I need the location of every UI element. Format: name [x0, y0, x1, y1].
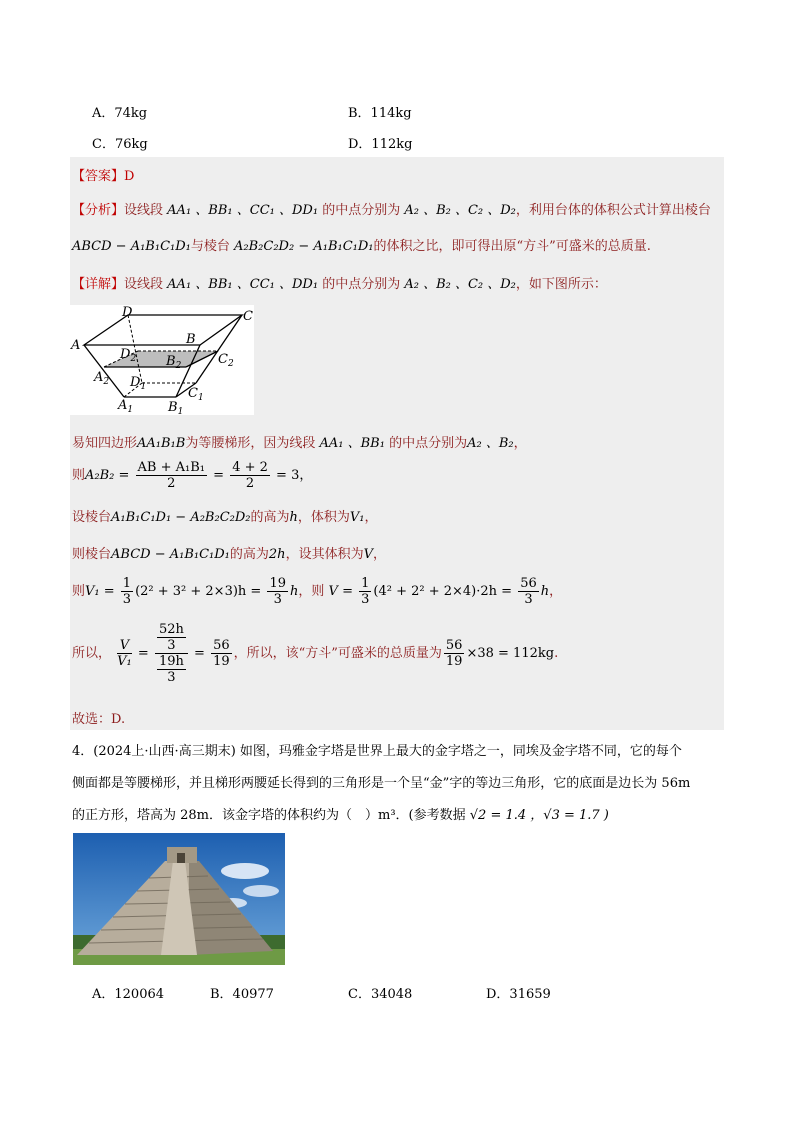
option-a: A．74kg — [92, 106, 148, 121]
analysis-frustum-2: A₂B₂C₂D₂ − A₁B₁C₁D₁ — [234, 239, 374, 254]
step-text: 则 — [72, 468, 86, 483]
detail-conclusion: 故选：D. — [72, 712, 126, 727]
label-sub: 1 — [177, 407, 184, 415]
step-math: = — [137, 646, 149, 661]
detail-line-1 — [72, 273, 607, 292]
q4-line-2: 侧面都是等腰梯形，并且梯形两腰延长得到的三角形是一个呈“金”字的等边三角形，它的底面是边长为 56m — [72, 776, 691, 791]
label-d2: D — [120, 347, 131, 362]
step-text: 则棱台 — [72, 547, 112, 562]
label-sub: 2 — [227, 359, 234, 369]
step-math: ABCD − A₁B₁C₁D₁ — [111, 547, 230, 562]
step-math: A₂ 、B₂ — [467, 436, 514, 451]
detail-segments: AA₁ 、BB₁ 、CC₁ 、DD₁ — [167, 277, 319, 292]
label-sub: 1 — [140, 382, 147, 392]
option-c: C．76kg — [92, 137, 148, 152]
fraction: $\frac{56}{19}$ — [213, 638, 230, 669]
pyramid-photo — [73, 833, 285, 965]
q4-option-d: D．31659 — [486, 987, 551, 1002]
detail-step-3 — [72, 506, 378, 525]
analysis-text: ，利用台体的体积公式计算出棱台 — [515, 203, 711, 218]
detail-tag: 【详解】 — [72, 277, 125, 292]
step-text: 为等腰梯形，因为线段 — [185, 436, 316, 451]
answer-line — [72, 165, 134, 184]
compound-fraction: $\frac{\frac{52h}{3}}{\frac{19h}{3}}$ — [155, 622, 188, 685]
analysis-line-2 — [72, 235, 651, 254]
fraction: $\frac{\text{AB + A₁B₁}}{2}$ — [137, 460, 206, 491]
step-math: = 3， — [276, 468, 313, 483]
label-a1: A — [118, 398, 128, 413]
option-d: D．112kg — [348, 137, 413, 152]
label-sub: 2 — [103, 377, 110, 387]
fraction: $\frac{V}{\text{V₁}}$ — [117, 638, 132, 669]
q4-text: 的正方形，塔高为 28m．该金字塔的体积约为（ ）m³．(参考数据 — [72, 808, 466, 823]
detail-text: 的中点分别为 — [322, 277, 401, 292]
label-a: A — [71, 338, 81, 353]
fraction: $\frac{1}{3}$ — [361, 576, 370, 607]
step-text: ，设其体积为 — [285, 547, 364, 562]
step-text: 设棱台 — [72, 510, 112, 525]
step-text: ，则 — [298, 584, 325, 599]
step-math: A₁B₁C₁D₁ − A₂B₂C₂D₂ — [111, 510, 251, 525]
q4-line-1: 4．(2024上·山西·高三期末) 如图，玛雅金字塔是世界上最大的金字塔之一，同埃及金字塔不同，它的每个 — [72, 744, 682, 759]
step-math: ×38 = 112kg — [466, 646, 555, 661]
step-math: = — [213, 468, 225, 483]
label-a2: A — [94, 370, 104, 385]
analysis-text: 的中点分别为 — [322, 203, 401, 218]
option-b: B．114kg — [348, 106, 412, 121]
label-b: B — [186, 332, 196, 347]
fraction: $\frac{4 + 2}{2}$ — [232, 460, 268, 491]
step-math: 2h — [268, 547, 286, 562]
detail-text: ，如下图所示： — [515, 277, 607, 292]
step-math: V = — [328, 584, 353, 599]
step-math: V₁ — [349, 510, 365, 525]
label-b2: B — [166, 354, 176, 369]
step-math: h — [540, 584, 550, 599]
answer-tag: 【答案】 — [72, 169, 125, 184]
step-text: ，体积为 — [297, 510, 350, 525]
label-sub: 2 — [130, 354, 137, 364]
step-math: = — [194, 646, 205, 661]
analysis-text: 与棱台 — [190, 239, 230, 254]
step-math: A₂B₂ = — [85, 468, 130, 483]
step-text: 则 — [72, 584, 86, 599]
step-text: ， — [549, 584, 563, 599]
step-math: h — [289, 510, 298, 525]
step-math: (2² + 3² + 2×3)h = — [135, 584, 262, 599]
analysis-text: 设线段 — [124, 203, 164, 218]
fraction: $\frac{19}{3}$ — [269, 576, 287, 607]
q4-option-c: C．34048 — [348, 987, 413, 1002]
q4-option-b: B．40977 — [210, 987, 274, 1002]
detail-step-4 — [72, 543, 386, 562]
frustum-figure — [70, 305, 254, 415]
label-c1: C — [188, 386, 198, 401]
detail-step-2 — [72, 460, 312, 491]
step-text: 的中点分别为 — [389, 436, 468, 451]
analysis-text: 的体积之比，即可得出原“方斗”可盛米的总质量. — [373, 239, 651, 254]
step-math: AA₁B₁B — [137, 436, 186, 451]
detail-step-5 — [72, 576, 562, 607]
step-text: 易知四边形 — [72, 436, 138, 451]
step-math: V — [363, 547, 373, 562]
q4-reference-data: √2 = 1.4 ，√3 = 1.7 ) — [469, 808, 609, 823]
detail-text: 设线段 — [124, 277, 164, 292]
step-text: ， — [372, 547, 386, 562]
analysis-frustum-1: ABCD − A₁B₁C₁D₁ — [72, 239, 191, 254]
answer-value: D — [124, 169, 135, 184]
analysis-segments: AA₁ 、BB₁ 、CC₁ 、DD₁ — [167, 203, 319, 218]
label-sub: 1 — [127, 405, 134, 415]
step-math: V₁ = — [85, 584, 115, 599]
label-c: C — [243, 309, 253, 324]
label-sub: 1 — [197, 393, 204, 403]
label-sub: 2 — [175, 361, 182, 371]
label-b1: B — [168, 400, 178, 415]
fraction: $\frac{1}{3}$ — [122, 576, 132, 607]
step-text: ， — [364, 510, 378, 525]
detail-step-6 — [72, 622, 558, 685]
label-d1: D — [130, 375, 141, 390]
step-text: 的高为 — [250, 510, 290, 525]
step-text: . — [554, 646, 559, 661]
step-math: (4² + 2² + 2×4)·2h = — [373, 584, 513, 599]
step-math: h — [290, 584, 299, 599]
analysis-midpoints: A₂ 、B₂ 、C₂ 、D₂ — [404, 203, 516, 218]
fraction: $\frac{56}{3}$ — [520, 576, 537, 607]
step-text: 的高为 — [229, 547, 269, 562]
step-text: ，所以，该“方斗”可盛米的总质量为 — [233, 646, 442, 661]
fraction: $\frac{56}{19}$ — [445, 638, 463, 669]
q4-line-3 — [72, 804, 609, 823]
analysis-tag: 【分析】 — [72, 203, 125, 218]
step-math: AA₁ 、BB₁ — [319, 436, 385, 451]
detail-step-1 — [72, 432, 527, 451]
q4-option-a: A．120064 — [92, 987, 165, 1002]
label-c2: C — [218, 352, 228, 367]
step-text: ， — [513, 436, 527, 451]
detail-midpoints: A₂ 、B₂ 、C₂ 、D₂ — [404, 277, 516, 292]
label-d: D — [122, 305, 133, 320]
analysis-line-1 — [72, 199, 711, 218]
step-text: 所以， — [72, 646, 112, 661]
